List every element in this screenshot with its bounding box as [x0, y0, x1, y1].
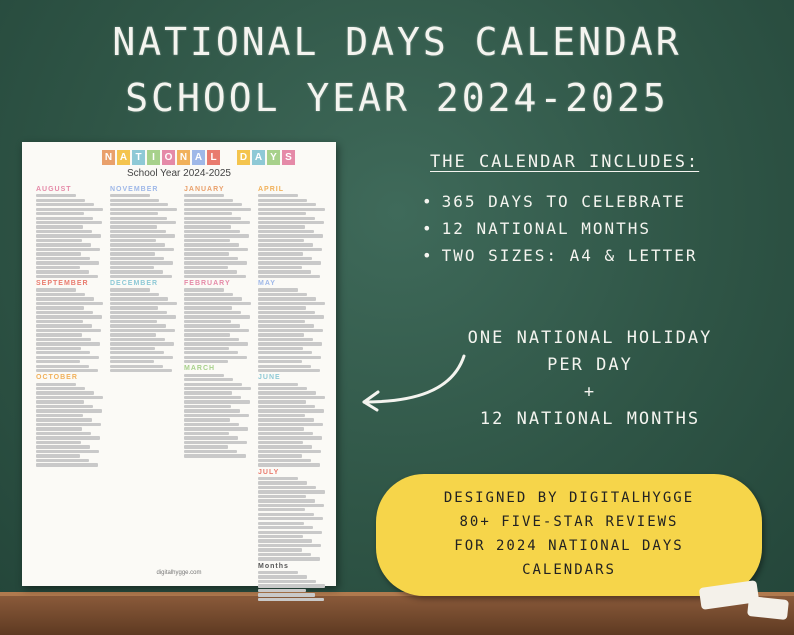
day-entry [36, 248, 100, 251]
day-entry [110, 333, 156, 336]
day-entry [36, 230, 92, 233]
day-entry [258, 239, 304, 242]
month-column [184, 184, 256, 459]
day-entry [258, 356, 321, 359]
day-entry [258, 589, 306, 592]
day-entry [110, 329, 175, 332]
day-entry [36, 266, 80, 269]
day-entry [184, 329, 249, 332]
day-entry [184, 418, 230, 421]
day-entry [110, 356, 173, 359]
day-entry [184, 266, 228, 269]
day-entry [36, 221, 102, 224]
day-entry [258, 329, 323, 332]
title-line-2: SCHOOL YEAR 2024-2025 [125, 76, 669, 120]
day-entry [36, 243, 91, 246]
arrow-icon [352, 352, 472, 412]
day-entry [184, 374, 224, 377]
paper-banner [102, 150, 295, 165]
day-entry [258, 365, 311, 368]
day-entry [258, 225, 305, 228]
day-entry [258, 535, 303, 538]
day-entry [184, 302, 251, 305]
day-entry [36, 441, 81, 444]
month-heading: NOVEMBER [110, 186, 159, 193]
day-entry [258, 342, 322, 345]
banner-letter: N [177, 150, 190, 165]
banner-letter: A [117, 150, 130, 165]
holiday-text [460, 325, 720, 433]
day-entry [184, 347, 229, 350]
day-entry [184, 409, 240, 412]
day-entry [36, 383, 76, 386]
banner-letter [222, 150, 235, 165]
day-entry [110, 369, 172, 372]
month-column [36, 184, 108, 468]
day-entry [184, 270, 237, 273]
day-entry [258, 199, 307, 202]
day-entry [258, 450, 321, 453]
day-entry [258, 230, 314, 233]
day-entry [258, 288, 298, 291]
paper-footer: digitalhygge.com [156, 570, 202, 576]
day-entry [258, 427, 304, 430]
day-entry [184, 203, 242, 206]
day-entry [258, 347, 303, 350]
day-entry [184, 221, 250, 224]
day-entry [184, 212, 232, 215]
day-entry [258, 548, 302, 551]
day-entry [258, 598, 324, 601]
month-heading: Months [258, 562, 289, 570]
day-entry [258, 557, 320, 560]
day-entry [258, 338, 313, 341]
day-entry [184, 441, 247, 444]
day-entry [258, 459, 311, 462]
day-entry [36, 338, 91, 341]
day-entry [36, 302, 103, 305]
day-entry [36, 423, 101, 426]
day-entry [258, 544, 321, 547]
day-entry [184, 423, 239, 426]
day-entry [184, 324, 240, 327]
day-entry [36, 342, 100, 345]
banner-letter: Y [267, 150, 280, 165]
day-entry [110, 230, 166, 233]
day-entry [258, 369, 320, 372]
day-entry [110, 252, 155, 255]
day-entry [184, 217, 241, 220]
day-entry [36, 329, 101, 332]
day-entry [110, 315, 176, 318]
day-entry [258, 391, 316, 394]
day-entry [36, 414, 83, 417]
day-entry [184, 400, 250, 403]
day-entry [36, 252, 81, 255]
day-entry [184, 383, 242, 386]
paper-subtitle: School Year 2024-2025 [127, 168, 231, 179]
day-entry [258, 495, 306, 498]
banner-letter: I [147, 150, 160, 165]
chalk-piece-icon [747, 596, 789, 620]
day-entry [258, 539, 312, 542]
day-entry [184, 252, 229, 255]
day-entry [36, 391, 94, 394]
day-entry [36, 360, 80, 363]
day-entry [184, 351, 238, 354]
day-entry [36, 270, 89, 273]
banner-letter: A [192, 150, 205, 165]
day-entry [258, 477, 298, 480]
day-entry [258, 383, 298, 386]
day-entry [258, 387, 307, 390]
day-entry [36, 261, 99, 264]
day-entry [36, 239, 82, 242]
holiday-line: 12 NATIONAL MONTHS [479, 409, 701, 429]
day-entry [110, 342, 174, 345]
day-entry [36, 387, 85, 390]
day-entry [184, 360, 228, 363]
day-entry [110, 351, 164, 354]
holiday-line: PER DAY [547, 355, 633, 375]
day-entry [184, 342, 248, 345]
day-entry [36, 320, 83, 323]
day-entry [110, 266, 154, 269]
day-entry [184, 306, 232, 309]
day-entry [258, 526, 313, 529]
day-entry [184, 199, 233, 202]
day-entry [110, 203, 168, 206]
day-entry [258, 306, 306, 309]
day-entry [184, 405, 231, 408]
day-entry [36, 405, 93, 408]
holiday-line: + [583, 382, 597, 402]
day-entry [110, 297, 168, 300]
day-entry [258, 302, 325, 305]
day-entry [184, 333, 230, 336]
day-entry [36, 194, 76, 197]
day-entry [110, 320, 157, 323]
day-entry [184, 432, 229, 435]
day-entry [36, 445, 90, 448]
day-entry [184, 234, 249, 237]
day-entry [36, 436, 100, 439]
day-entry [258, 409, 324, 412]
day-entry [184, 436, 238, 439]
day-entry [110, 257, 164, 260]
day-entry [184, 414, 249, 417]
day-entry [36, 199, 85, 202]
day-entry [258, 463, 320, 466]
day-entry [184, 450, 237, 453]
day-entry [110, 338, 165, 341]
day-entry [36, 427, 82, 430]
day-entry [258, 194, 298, 197]
day-entry [258, 261, 321, 264]
day-entry [36, 311, 93, 314]
day-entry [36, 333, 82, 336]
day-entry [36, 225, 83, 228]
day-entry [36, 257, 90, 260]
day-entry [258, 508, 305, 511]
day-entry [110, 302, 177, 305]
day-entry [258, 481, 307, 484]
badge-line: 80+ FIVE-STAR REVIEWS [459, 514, 679, 530]
day-entry [258, 432, 313, 435]
month-column [258, 184, 330, 602]
day-entry [258, 580, 316, 583]
day-entry [184, 275, 246, 278]
title-line-1: NATIONAL DAYS CALENDAR [112, 20, 682, 64]
calendar-preview [22, 142, 336, 586]
day-entry [258, 531, 322, 534]
day-entry [258, 293, 307, 296]
month-heading: MAY [258, 280, 276, 288]
month-heading: AUGUST [36, 186, 72, 193]
badge-text [376, 486, 762, 582]
day-entry [110, 212, 158, 215]
banner-letter: N [102, 150, 115, 165]
day-entry [36, 459, 89, 462]
day-entry [36, 450, 99, 453]
day-entry [110, 360, 154, 363]
day-entry [258, 266, 302, 269]
day-entry [184, 261, 247, 264]
day-entry [36, 306, 84, 309]
day-entry [36, 212, 84, 215]
month-heading: JANUARY [184, 186, 225, 193]
day-entry [258, 252, 303, 255]
day-entry [36, 409, 102, 412]
day-entry [36, 315, 102, 318]
day-entry [36, 463, 98, 466]
day-entry [110, 248, 174, 251]
includes-item: • 365 DAYS TO CELEBRATE [422, 188, 698, 215]
day-entry [258, 333, 304, 336]
day-entry [110, 261, 173, 264]
day-entry [184, 454, 246, 457]
includes-item: • 12 NATIONAL MONTHS [422, 215, 698, 242]
day-entry [184, 225, 231, 228]
banner-letter: T [132, 150, 145, 165]
day-entry [258, 513, 314, 516]
badge-line: FOR 2024 NATIONAL DAYS [454, 538, 684, 554]
day-entry [36, 217, 93, 220]
month-heading: FEBRUARY [184, 280, 231, 288]
day-entry [258, 203, 316, 206]
banner-letter: A [252, 150, 265, 165]
day-entry [258, 297, 316, 300]
banner-letter: D [237, 150, 250, 165]
day-entry [36, 288, 76, 291]
day-entry [36, 396, 103, 399]
day-entry [258, 584, 325, 587]
day-entry [36, 400, 84, 403]
day-entry [184, 338, 239, 341]
day-entry [258, 593, 315, 596]
includes-item: • TWO SIZES: A4 & LETTER [422, 242, 698, 269]
banner-letter: S [282, 150, 295, 165]
day-entry [36, 365, 89, 368]
day-entry [110, 365, 163, 368]
day-entry [258, 436, 322, 439]
banner-letter: O [162, 150, 175, 165]
day-entry [184, 243, 239, 246]
day-entry [258, 490, 325, 493]
day-entry [110, 311, 167, 314]
day-entry [184, 311, 241, 314]
day-entry [110, 293, 159, 296]
day-entry [258, 212, 306, 215]
month-column [110, 184, 182, 374]
day-entry [258, 311, 315, 314]
day-entry [258, 445, 312, 448]
day-entry [258, 418, 314, 421]
day-entry [184, 396, 241, 399]
day-entry [36, 297, 94, 300]
day-entry [258, 324, 314, 327]
day-entry [36, 324, 92, 327]
day-entry [184, 378, 233, 381]
day-entry [110, 306, 158, 309]
day-entry [258, 504, 324, 507]
badge-line: CALENDARS [522, 562, 616, 578]
day-entry [184, 315, 250, 318]
day-entry [184, 248, 248, 251]
day-entry [184, 194, 224, 197]
day-entry [36, 203, 94, 206]
day-entry [258, 396, 325, 399]
day-entry [258, 248, 322, 251]
month-heading: MARCH [184, 365, 216, 373]
month-heading: JULY [258, 468, 280, 476]
includes-heading: THE CALENDAR INCLUDES: [430, 152, 700, 172]
day-entry [258, 275, 320, 278]
day-entry [110, 221, 176, 224]
day-entry [258, 351, 312, 354]
day-entry [184, 297, 242, 300]
day-entry [258, 234, 323, 237]
day-entry [184, 230, 240, 233]
day-entry [184, 445, 228, 448]
day-entry [110, 239, 156, 242]
day-entry [110, 243, 165, 246]
includes-list [422, 188, 698, 269]
day-entry [184, 239, 230, 242]
day-entry [36, 356, 99, 359]
day-entry [184, 257, 238, 260]
day-entry [110, 208, 177, 211]
day-entry [258, 441, 303, 444]
day-entry [36, 293, 85, 296]
day-entry [36, 418, 92, 421]
day-entry [36, 208, 103, 211]
banner-letter: L [207, 150, 220, 165]
month-heading: JUNE [258, 374, 281, 382]
day-entry [258, 522, 304, 525]
day-entry [110, 347, 155, 350]
chalk-ledge [0, 596, 794, 635]
day-entry [184, 288, 224, 291]
day-entry [36, 275, 98, 278]
day-entry [258, 400, 306, 403]
reviews-badge [376, 474, 762, 596]
day-entry [36, 234, 101, 237]
day-entry [258, 217, 315, 220]
day-entry [258, 270, 311, 273]
day-entry [258, 423, 323, 426]
day-entry [258, 499, 315, 502]
month-heading: APRIL [258, 186, 284, 193]
day-entry [184, 356, 247, 359]
day-entry [258, 405, 315, 408]
month-heading: DECEMBER [110, 280, 159, 288]
day-entry [258, 454, 302, 457]
day-entry [258, 553, 311, 556]
day-entry [258, 243, 313, 246]
day-entry [258, 414, 305, 417]
day-entry [184, 391, 232, 394]
holiday-line: ONE NATIONAL HOLIDAY [467, 328, 713, 348]
day-entry [184, 320, 231, 323]
day-entry [110, 288, 150, 291]
day-entry [258, 320, 305, 323]
day-entry [110, 217, 167, 220]
day-entry [184, 293, 233, 296]
month-heading: OCTOBER [36, 374, 78, 382]
day-entry [184, 208, 251, 211]
month-heading: SEPTEMBER [36, 280, 89, 288]
day-entry [36, 347, 81, 350]
day-entry [110, 275, 172, 278]
badge-line: DESIGNED BY DIGITALHYGGE [443, 490, 695, 506]
day-entry [184, 427, 248, 430]
day-entry [258, 517, 323, 520]
day-entry [184, 387, 251, 390]
day-entry [258, 221, 324, 224]
day-entry [36, 432, 91, 435]
day-entry [110, 270, 163, 273]
day-entry [258, 208, 325, 211]
day-entry [258, 315, 324, 318]
day-entry [110, 194, 150, 197]
day-entry [110, 225, 157, 228]
day-entry [36, 454, 80, 457]
day-entry [110, 199, 159, 202]
day-entry [36, 351, 90, 354]
day-entry [258, 486, 316, 489]
day-entry [258, 257, 312, 260]
day-entry [258, 360, 302, 363]
day-entry [36, 369, 98, 372]
day-entry [110, 324, 166, 327]
day-entry [110, 234, 175, 237]
